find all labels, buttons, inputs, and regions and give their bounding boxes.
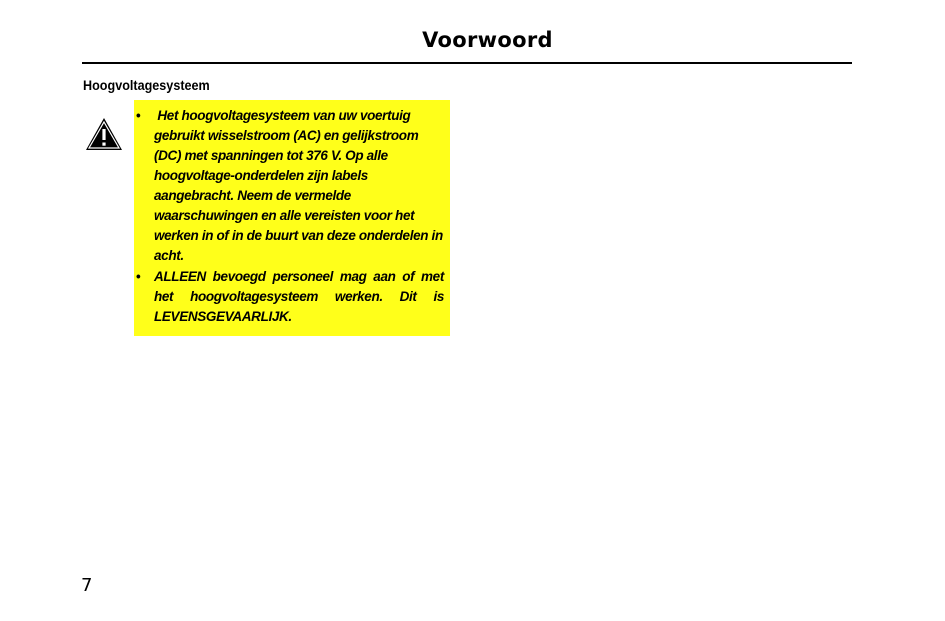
warning-triangle-icon [85,117,123,151]
warning-list [134,106,450,327]
warning-item-authorized-only [134,267,450,327]
bullet: • [136,269,141,284]
page-title: Voorwoord [422,28,553,52]
section-heading: Hoogvoltagesysteem [83,77,210,93]
bullet: • [136,108,141,123]
warning-box [134,100,450,336]
warning-item-text: Het hoogvoltagesysteem van uw voertuig gebruikt wisselstroom (AC) en gelijkstroom (DC) met spanningen tot 376 V. Op alle hoogvoltage-onderdelen zijn labels aangebracht. Neem de vermelde waarschuwingen en alle vereisten voor het werken in of in de buurt van deze onderdelen in acht. [154,108,447,263]
title-divider [82,62,852,64]
warning-item-text: ALLEEN bevoegd personeel mag aan of met het hoogvoltagesysteem werken. Dit is LEVENSGEVAARLIJK. [154,269,444,324]
warning-item-ac-dc [134,106,450,266]
page-number: 7 [81,575,93,596]
